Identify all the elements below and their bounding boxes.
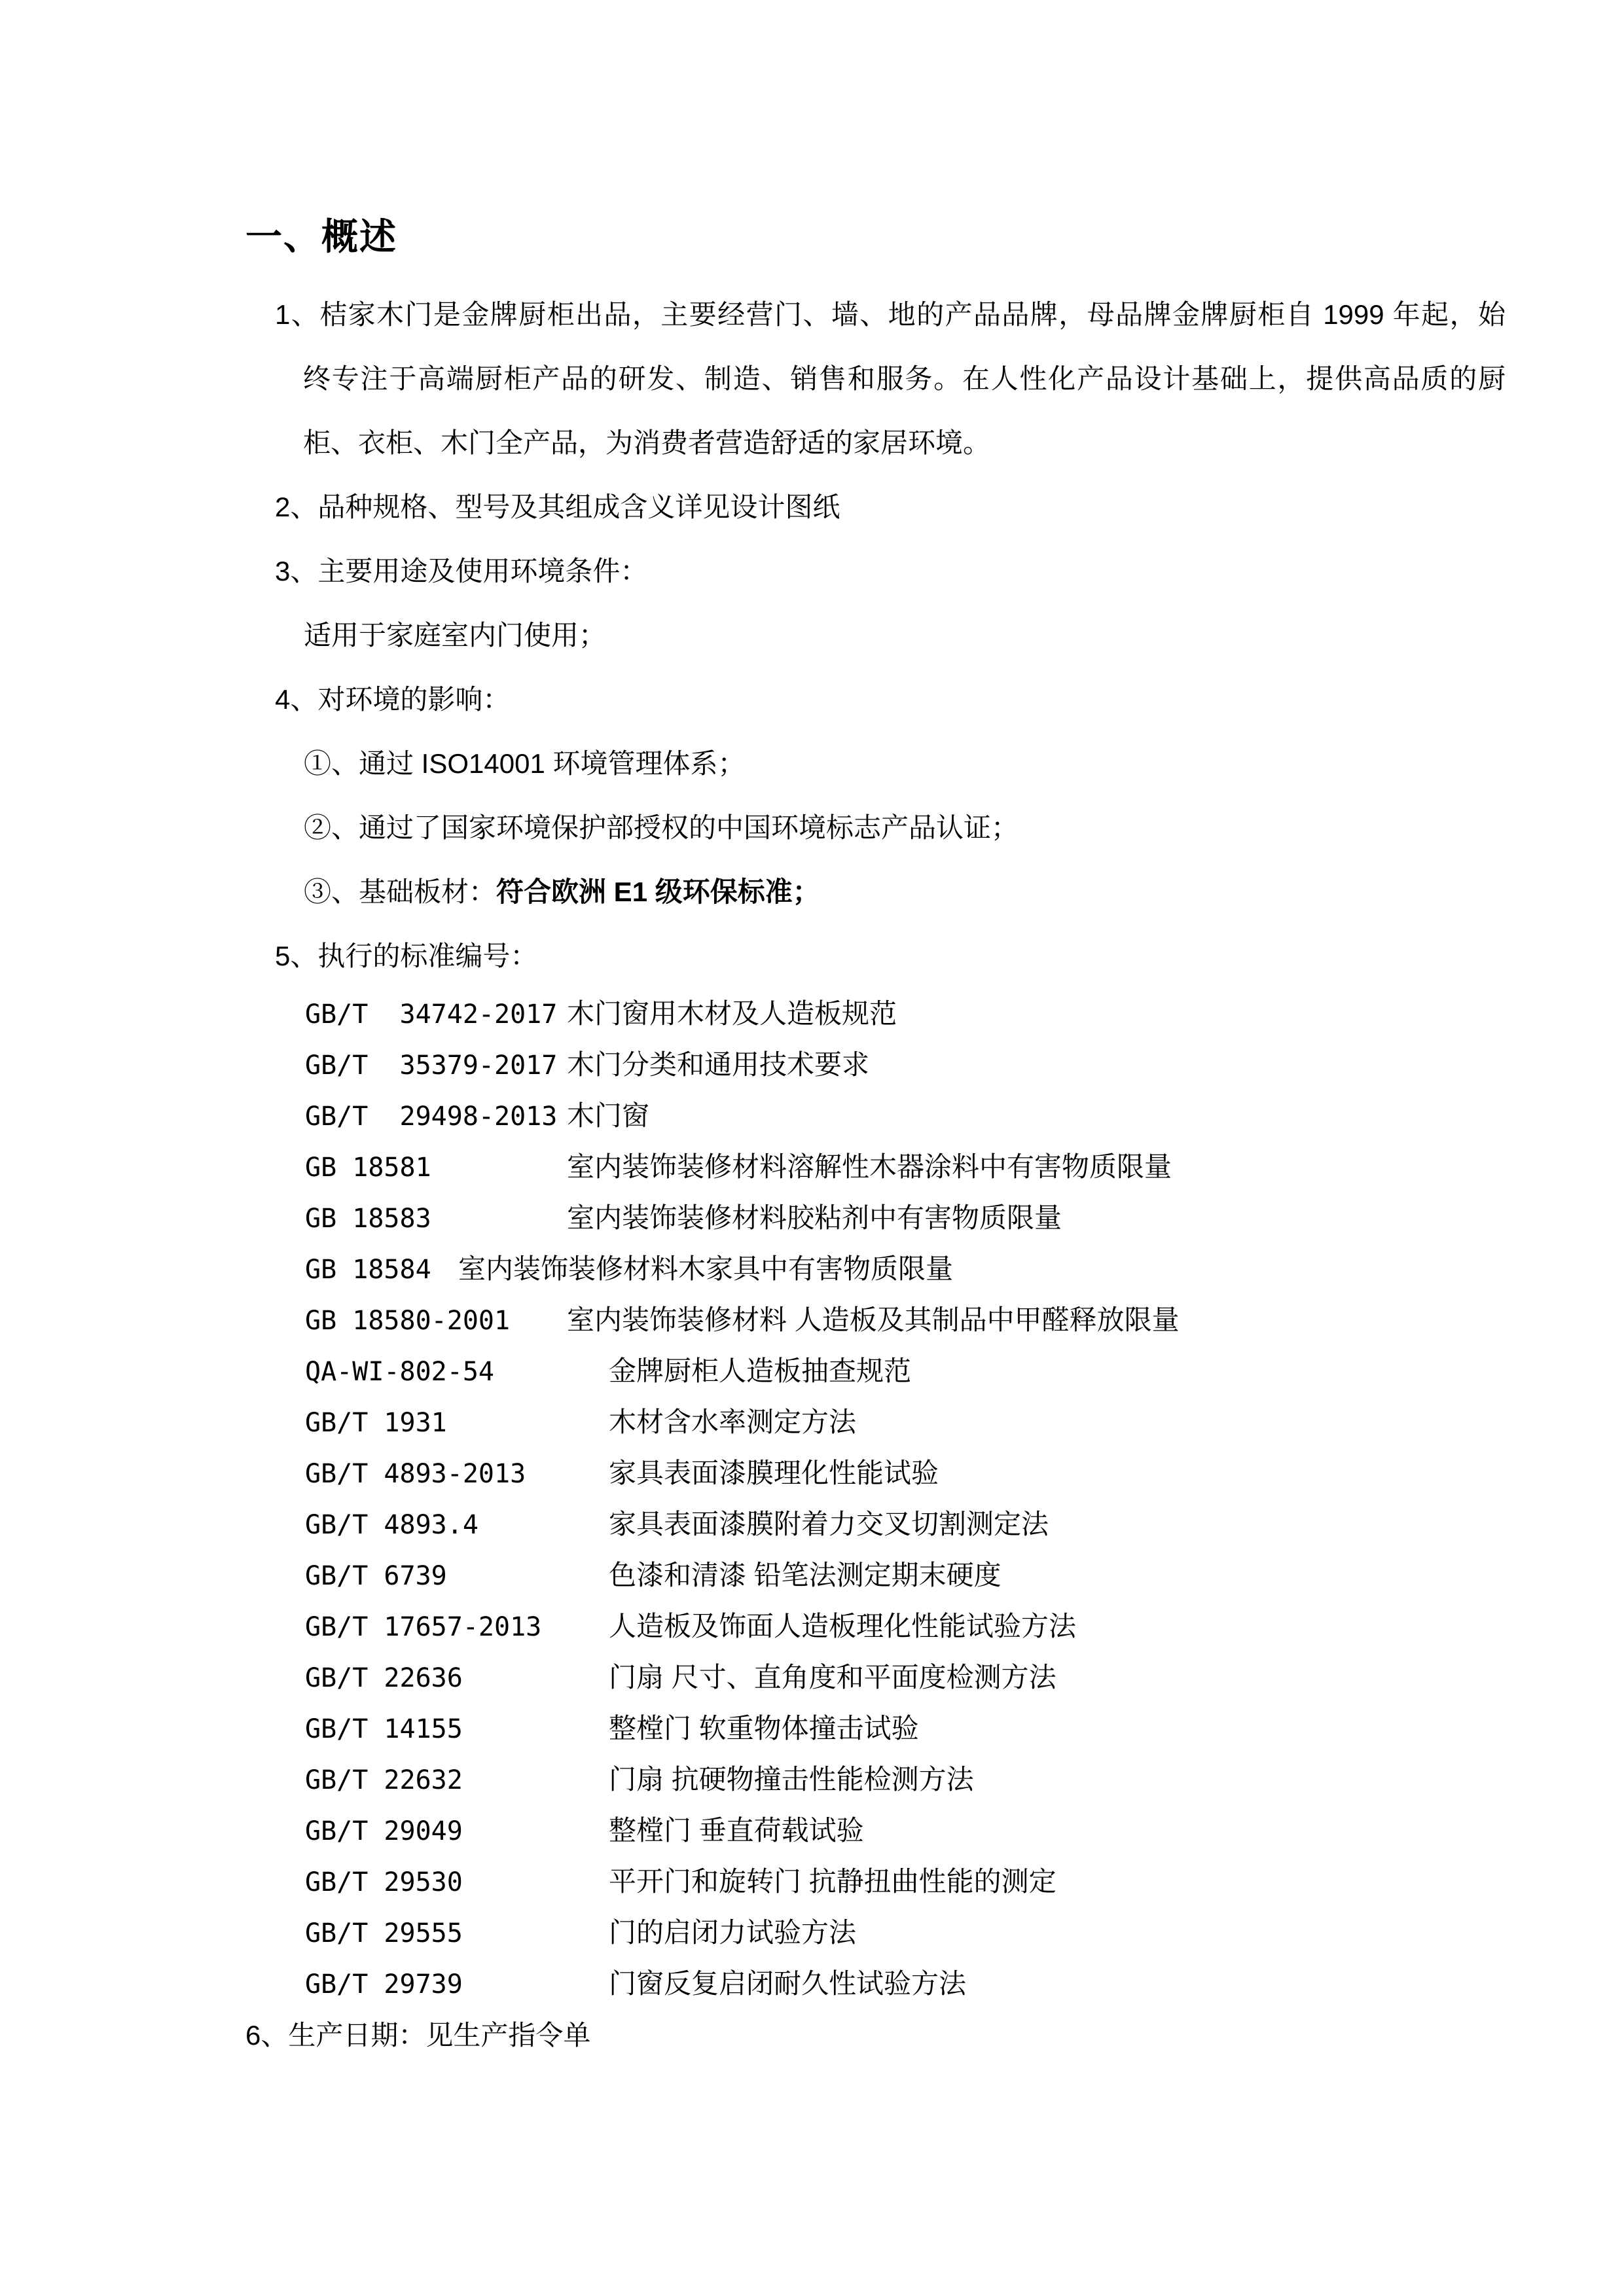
standard-title: 门的启闭力试验方法 [609,1917,857,1948]
standard-code: GB/T 29049 [305,1816,463,1846]
standard-row [305,1346,1624,1397]
standard-row [305,1856,1624,1907]
standard-title: 室内装饰装修材料木家具中有害物质限量 [458,1253,954,1284]
standard-title: 门窗反复启闭耐久性试验方法 [609,1968,967,1999]
list-item-6: 6、生产日期：见生产指令单 [245,2020,591,2051]
standard-code: GB/T 6739 [305,1561,447,1591]
standard-row [305,1499,1624,1550]
standard-row [305,1090,1624,1141]
standard-title: 室内装饰装修材料 人造板及其制品中甲醛释放限量 [567,1304,1180,1335]
standard-code: GB/T 4893-2013 [305,1459,526,1489]
standard-row [305,1397,1624,1448]
standard-row [305,1039,1624,1090]
standard-title: 门扇 抗硬物撞击性能检测方法 [609,1764,974,1795]
standard-code: GB/T 29530 [305,1867,463,1897]
standard-row [305,1805,1624,1856]
standard-code: GB/T 1931 [305,1408,447,1438]
list-item-3: 3、主要用途及使用环境条件： [275,556,648,586]
standard-row [305,1703,1624,1754]
list-item-4-sub-2: ②、通过了国家环境保护部授权的中国环境标志产品认证； [304,812,1019,843]
standard-title: 木门窗用木材及人造板规范 [567,998,897,1029]
standard-code: GB/T 4893.4 [305,1510,478,1540]
standard-code: GB/T 29498-2013 [305,1102,558,1132]
standard-code: GB/T 14155 [305,1714,463,1744]
list-item-4-sub-3-prefix: ③、基础板材： [304,876,497,907]
standard-title: 色漆和清漆 铅笔法测定期末硬度 [609,1560,1001,1590]
standard-row [305,1652,1624,1703]
list-item-4-sub-3-bold-text: 符合欧洲 E1 级环保标准； [496,876,820,907]
paragraph-1-line-3: 柜、衣柜、木门全产品，为消费者营造舒适的家居环境。 [303,427,991,458]
standard-row [305,1907,1624,1958]
standard-code: GB 18581 [305,1153,431,1183]
standard-row [305,1754,1624,1805]
standard-code: GB 18580-2001 [305,1306,511,1336]
standard-title: 室内装饰装修材料溶解性木器涂料中有害物质限量 [567,1151,1172,1182]
standard-code: GB/T 29739 [305,1969,463,2000]
list-item-4: 4、对环境的影响： [275,684,511,715]
standard-title: 人造板及饰面人造板理化性能试验方法 [609,1611,1077,1641]
standard-title: 木门窗 [567,1100,650,1131]
list-item-2: 2、品种规格、型号及其组成含义详见设计图纸 [275,492,840,522]
standard-row [305,1550,1624,1601]
standard-title: 平开门和旋转门 抗静扭曲性能的测定 [609,1866,1056,1897]
list-item-3-sub: 适用于家庭室内门使用； [304,620,607,651]
standard-title: 木门分类和通用技术要求 [567,1049,870,1080]
standard-code: GB/T 22636 [305,1663,463,1693]
document-body [0,283,1624,2062]
list-item-4-sub-1: ①、通过 ISO14001 环境管理体系； [304,748,746,779]
standard-code: GB/T 29555 [305,1918,463,1948]
standard-code: GB/T 17657-2013 [305,1612,542,1642]
standard-title: 家具表面漆膜附着力交叉切割测定法 [609,1509,1049,1539]
standard-title: 整樘门 垂直荷载试验 [609,1815,864,1846]
standard-row [305,988,1624,1039]
standard-code: GB/T 22632 [305,1765,463,1795]
list-item-4-sub-3 [304,860,1624,924]
section-heading: 一、概述 [245,216,397,257]
standard-code: GB/T 35379-2017 [305,1050,558,1081]
standard-title: 室内装饰装修材料胶粘剂中有害物质限量 [567,1202,1062,1233]
standard-row [305,1295,1624,1346]
standard-title: 整樘门 软重物体撞击试验 [609,1713,919,1744]
standard-title: 木材含水率测定方法 [609,1407,857,1437]
standard-row [305,1244,1624,1295]
standards-list [0,988,1624,2009]
standard-code: GB 18583 [305,1204,431,1234]
standard-row [305,1958,1624,2009]
standard-row [305,1193,1624,1244]
standard-row [305,1448,1624,1499]
standard-code: GB 18584 [305,1255,431,1285]
standard-title: 门扇 尺寸、直角度和平面度检测方法 [609,1662,1056,1693]
standard-row [305,1141,1624,1193]
list-item-5: 5、执行的标准编号： [275,941,538,971]
standard-title: 金牌厨柜人造板抽查规范 [609,1355,912,1386]
standard-title: 家具表面漆膜理化性能试验 [609,1458,939,1488]
paragraph-1-line-2: 终专注于高端厨柜产品的研发、制造、销售和服务。在人性化产品设计基础上，提供高品质的厨 [303,363,1506,394]
standard-row [305,1601,1624,1652]
standard-code: QA-WI-802-54 [305,1357,494,1387]
standard-code: GB/T 34742-2017 [305,999,558,1030]
paragraph-1-line-1: 1、桔家木门是金牌厨柜出品，主要经营门、墙、地的产品品牌，母品牌金牌厨柜自 1999 年起，始 [275,299,1506,330]
